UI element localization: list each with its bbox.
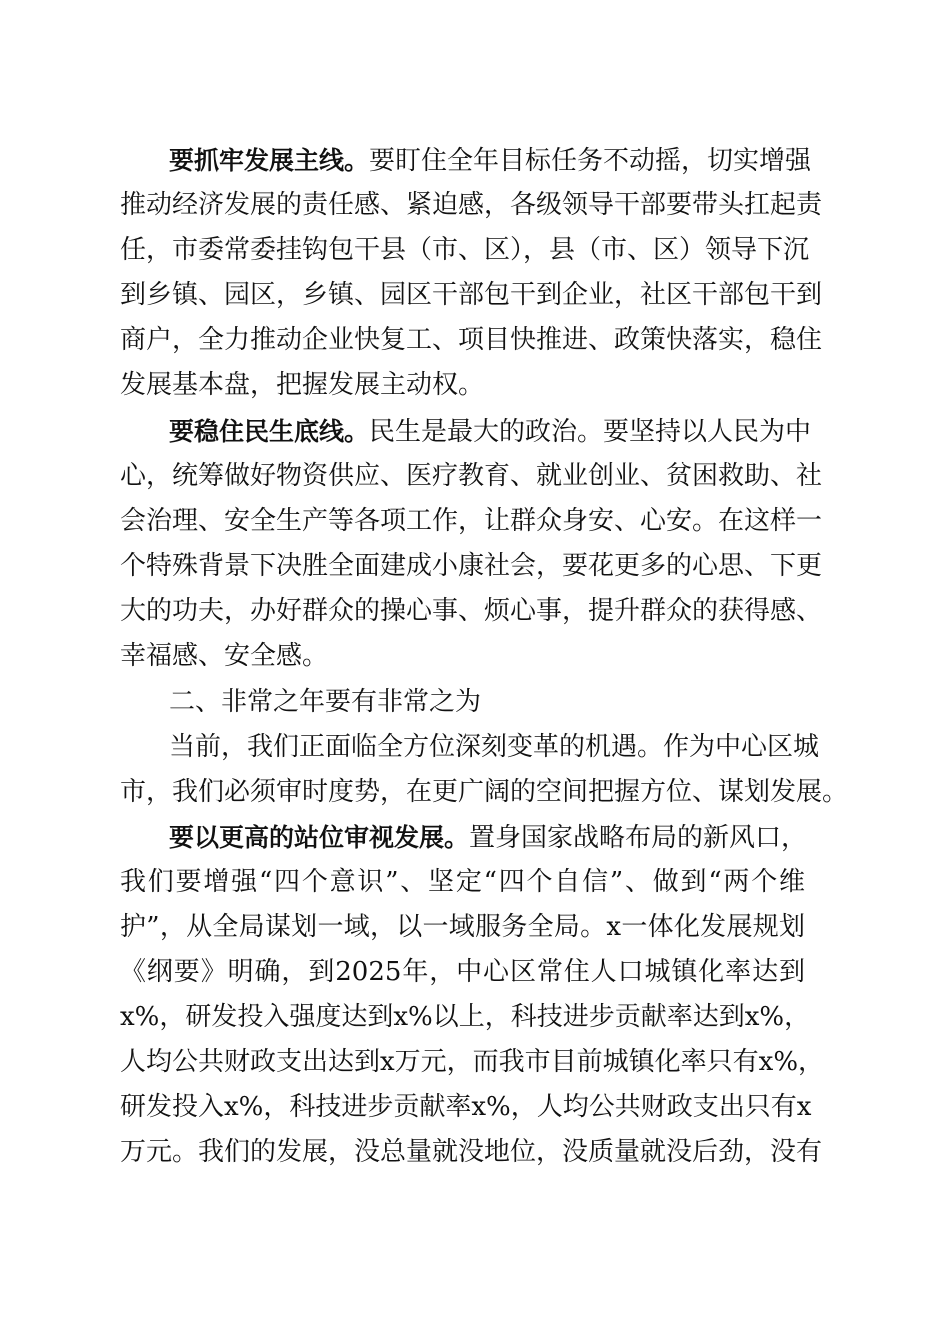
paragraph-2-text: 民生是最大的政治。要坚持以人民为中 bbox=[369, 417, 812, 447]
paragraph-1-text: 要盯住全年目标任务不动摇，切实增强 bbox=[369, 146, 812, 176]
paragraph-1-line-6: 发展基本盘，把握发展主动权。 bbox=[120, 370, 485, 400]
section-heading: 二、非常之年要有非常之为 bbox=[169, 687, 482, 717]
paragraph-4-line-4: 《纲要》明确，到2025年，中心区常住人口城镇化率达到 bbox=[120, 957, 805, 987]
paragraph-3-line-2: 市，我们必须审时度势，在更广阔的空间把握方位、谋划发展。 bbox=[120, 777, 849, 807]
paragraph-4-line-8: 万元。我们的发展，没总量就没地位，没质量就没后劲，没有 bbox=[120, 1137, 823, 1167]
paragraph-1-line-5: 商户，全力推动企业快复工、项目快推进、政策快落实，稳住 bbox=[120, 325, 823, 355]
paragraph-1-line-2: 推动经济发展的责任感、紧迫感，各级领导干部要带头扛起责 bbox=[120, 190, 823, 220]
paragraph-2-line-2: 心，统筹做好物资供应、医疗教育、就业创业、贫困救助、社 bbox=[120, 461, 823, 491]
paragraph-2-line-5: 大的功夫，办好群众的操心事、烦心事，提升群众的获得感、 bbox=[120, 596, 823, 626]
paragraph-2-line-1 bbox=[169, 410, 812, 454]
paragraph-4-lead: 要以更高的站位审视发展。 bbox=[169, 823, 470, 852]
paragraph-4-line-2: 我们要增强“四个意识”、坚定“四个自信”、做到“两个维 bbox=[120, 867, 805, 897]
paragraph-4-line-5: x%，研发投入强度达到x%以上，科技进步贡献率达到x%， bbox=[120, 1002, 811, 1032]
paragraph-1-line-4: 到乡镇、园区，乡镇、园区干部包干到企业，社区干部包干到 bbox=[120, 280, 823, 310]
paragraph-4-line-1 bbox=[169, 816, 808, 860]
paragraph-4-line-3: 护”，从全局谋划一域，以一域服务全局。x一体化发展规划 bbox=[120, 912, 805, 942]
paragraph-4-line-7: 研发投入x%，科技进步贡献率x%，人均公共财政支出只有x bbox=[120, 1092, 812, 1122]
paragraph-4-line-6: 人均公共财政支出达到x万元，而我市目前城镇化率只有x%， bbox=[120, 1047, 825, 1077]
paragraph-4-text: 置身国家战略布局的新风口， bbox=[469, 823, 808, 853]
paragraph-2-line-3: 会治理、安全生产等各项工作，让群众身安、心安。在这样一 bbox=[120, 506, 823, 536]
paragraph-1-line-3: 任，市委常委挂钩包干县（市、区），县（市、区）领导下沉 bbox=[120, 235, 810, 265]
paragraph-2-lead: 要稳住民生底线。 bbox=[169, 417, 370, 446]
paragraph-1-lead: 要抓牢发展主线。 bbox=[169, 146, 370, 175]
paragraph-2-line-4: 个特殊背景下决胜全面建成小康社会，要花更多的心思、下更 bbox=[120, 551, 823, 581]
paragraph-2-line-6: 幸福感、安全感。 bbox=[120, 641, 329, 671]
paragraph-1-line-1 bbox=[169, 139, 812, 183]
paragraph-3-line-1: 当前，我们正面临全方位深刻变革的机遇。作为中心区城 bbox=[169, 732, 820, 762]
